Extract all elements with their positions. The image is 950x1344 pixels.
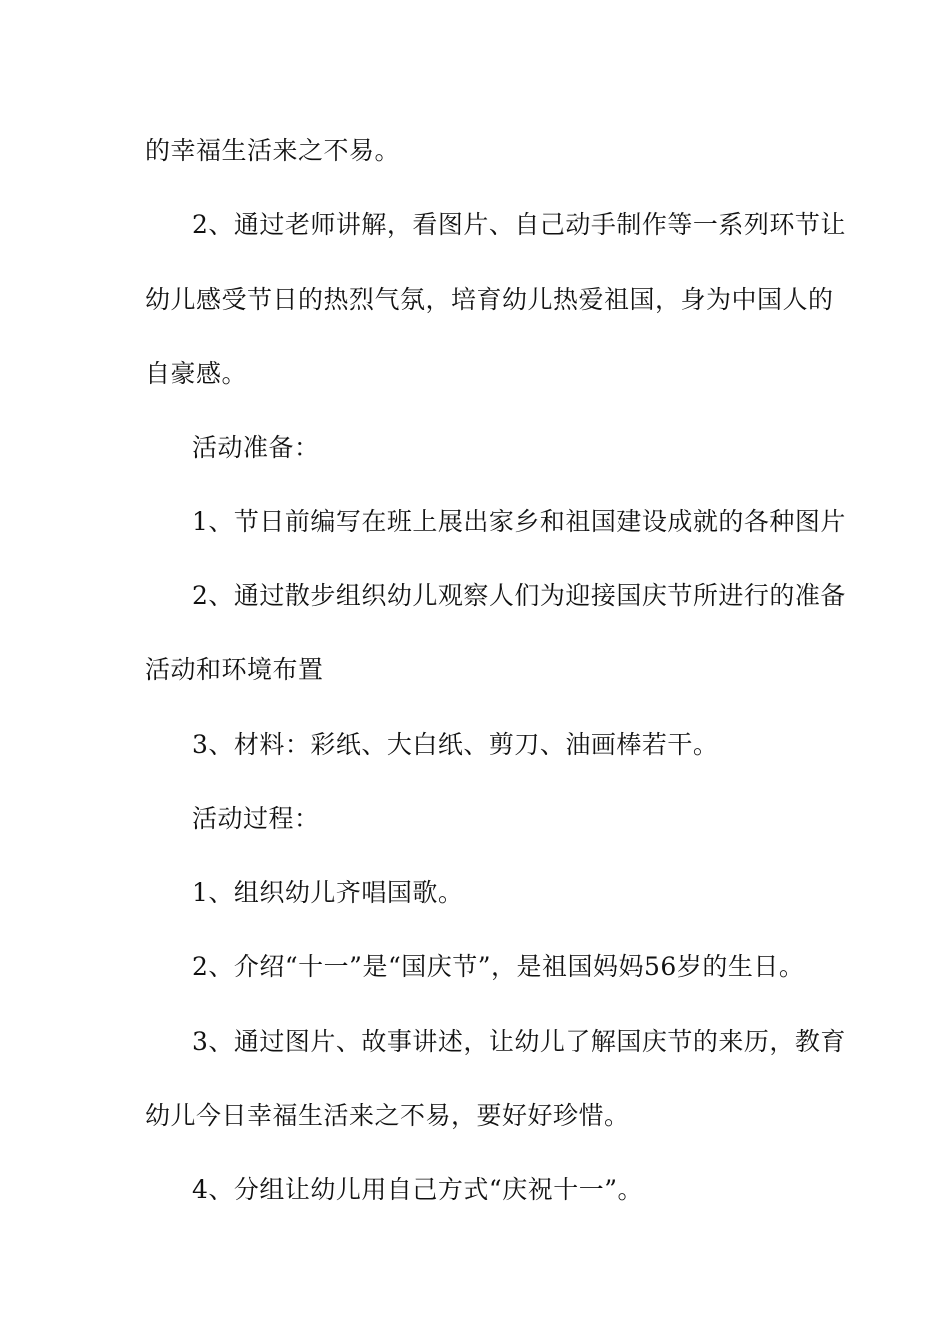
text-line: 3、材料：彩纸、大白纸、剪刀、油画棒若干。 [192, 730, 719, 759]
text-line: 幼儿感受节日的热烈气氛，培育幼儿热爱祖国，身为中国人的 [145, 285, 834, 314]
section-heading: 活动准备： [192, 433, 320, 462]
text-line: 2、通过散步组织幼儿观察人们为迎接国庆节所进行的准备 [192, 581, 846, 610]
text-line: 2、介绍“十一”是“国庆节”，是祖国妈妈56岁的生日。 [192, 952, 805, 981]
text-line: 4、分组让幼儿用自己方式“庆祝十一”。 [192, 1175, 643, 1204]
text-line: 的幸福生活来之不易。 [145, 136, 401, 165]
text-line: 1、组织幼儿齐唱国歌。 [192, 878, 464, 907]
text-line: 3、通过图片、故事讲述，让幼儿了解国庆节的来历，教育 [192, 1027, 846, 1056]
text-line: 活动和环境布置 [145, 655, 324, 684]
text-line: 幼儿今日幸福生活来之不易，要好好珍惜。 [145, 1101, 630, 1130]
section-heading: 活动过程： [192, 804, 320, 833]
text-line: 自豪感。 [145, 359, 248, 388]
text-line: 2、通过老师讲解，看图片、自己动手制作等一系列环节让 [192, 210, 846, 239]
text-line: 1、节日前编写在班上展出家乡和祖国建设成就的各种图片 [192, 507, 846, 536]
